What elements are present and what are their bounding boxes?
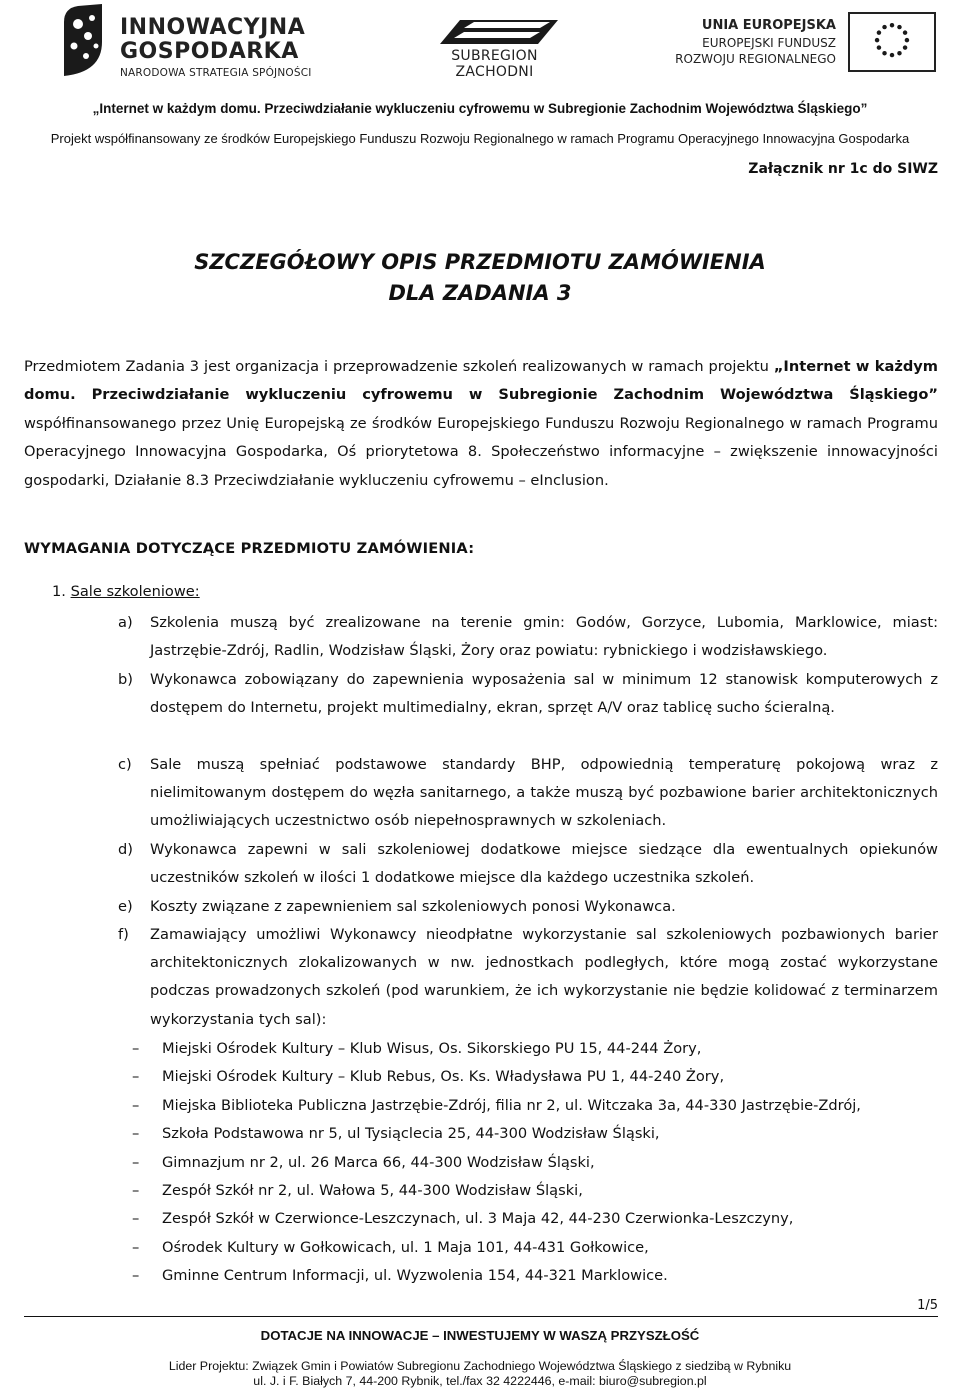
- eu-logo-text-line3: ROZWOJU REGIONALNEGO: [675, 52, 836, 66]
- requirement-item-1: [52, 583, 200, 600]
- subitem-letter: d): [118, 841, 133, 858]
- page-number: 1/5: [917, 1298, 938, 1313]
- footer-info: [0, 1359, 960, 1389]
- subitem-f: [118, 921, 938, 1034]
- subitem-text: Zamawiający umożliwi Wykonawcy nieodpłatne wykorzystanie sal szkoleniowych pozbawionych barier architektonicznych zlokalizowanych w nw. jednostkach podległych, które mogą zostać wykorzystane podczas prowadzonych szkoleń (pod warunkiem, że ich wykorzystanie nie będzie kolidować z terminarzem wykorzystania tych sal):: [150, 926, 938, 1028]
- location-item: [132, 1262, 861, 1290]
- dash-bullet-icon: –: [132, 1125, 140, 1143]
- logo-text-line2: GOSPODARKA: [120, 39, 299, 64]
- dash-bullet-icon: –: [132, 1238, 140, 1256]
- cofinancing-header: Projekt współfinansowany ze środków Europejskiego Funduszu Rozwoju Regionalnego w ramach Programu Operacyjnego Innowacyjna Gospodarka: [50, 131, 910, 146]
- footer-address: ul. J. i F. Białych 7, 44-200 Rybnik, tel./fax 32 4222446, e-mail: biuro@subregion.pl: [253, 1374, 707, 1388]
- logo-text-line3: NARODOWA STRATEGIA SPÓJNOŚCI: [120, 67, 312, 79]
- subitem-letter: a): [118, 614, 133, 631]
- subregion-logo-text: SUBREGION ZACHODNI: [451, 48, 538, 80]
- item-label: Sale szkoleniowe:: [70, 583, 200, 600]
- location-item: [132, 1205, 861, 1233]
- location-item: [132, 1092, 861, 1120]
- subitem-letter: e): [118, 898, 133, 915]
- dash-bullet-icon: –: [132, 1182, 140, 1200]
- subitem-text: Sale muszą spełniać podstawowe standardy BHP, odpowiednią temperaturę pokojową wraz z nielimitowanym dostępem do węzła sanitarnego, a także muszą być pozbawione barier architektonicznych umożliwiających uczestnictwo osób niepełnosprawnych w szkoleniach.: [150, 756, 938, 830]
- subitem-d: [118, 836, 938, 892]
- dash-bullet-icon: –: [132, 1153, 140, 1171]
- subitem-letter: f): [118, 926, 129, 943]
- location-text: Gminne Centrum Informacji, ul. Wyzwolenia 154, 44-321 Marklowice.: [162, 1267, 668, 1285]
- subitem-a: [118, 609, 938, 665]
- eu-logo: [675, 12, 936, 76]
- location-text: Gimnazjum nr 2, ul. 26 Marca 66, 44-300 Wodzisław Śląski,: [162, 1153, 595, 1171]
- subitem-text: Koszty związane z zapewnieniem sal szkoleniowych ponosi Wykonawca.: [150, 898, 676, 915]
- innowacyjna-gospodarka-logo: [58, 2, 318, 80]
- footer-slogan: DOTACJE NA INNOWACJE – INWESTUJEMY W WASZĄ PRZYSZŁOŚĆ: [260, 1328, 700, 1343]
- location-text: Miejska Biblioteka Publiczna Jastrzębie-Zdrój, filia nr 2, ul. Witczaka 3a, 44-330 Jastrzębie-Zdrój,: [162, 1096, 861, 1114]
- intro-text-start: Przedmiotem Zadania 3 jest organizacja i przeprowadzenie szkoleń realizowanych w ramach projektu: [24, 358, 774, 375]
- subitem-c: [118, 751, 938, 836]
- location-item: [132, 1035, 861, 1063]
- location-text: Miejski Ośrodek Kultury – Klub Rebus, Os. Ks. Władysława PU 1, 44-240 Żory,: [162, 1068, 725, 1086]
- eu-logo-text-line1: UNIA EUROPEJSKA: [701, 18, 836, 33]
- dash-bullet-icon: –: [132, 1096, 140, 1114]
- location-list: [132, 1035, 861, 1291]
- location-item: [132, 1149, 861, 1177]
- intro-paragraph: [24, 353, 938, 495]
- requirements-heading: WYMAGANIA DOTYCZĄCE PRZEDMIOTU ZAMÓWIENIA:: [24, 540, 475, 557]
- location-text: Ośrodek Kultury w Gołkowicach, ul. 1 Maja 101, 44-431 Gołkowice,: [162, 1238, 649, 1256]
- document-subtitle: DLA ZADANIA 3: [388, 281, 572, 305]
- project-title-header: „Internet w każdym domu. Przeciwdziałanie wykluczeniu cyfrowemu w Subregionie Zachodnim Województwa Śląskiego”: [92, 101, 868, 116]
- location-item: [132, 1234, 861, 1262]
- logo-text-line1: INNOWACYJNA: [120, 15, 306, 40]
- item-number: 1.: [52, 583, 66, 600]
- location-item: [132, 1063, 861, 1091]
- subitem-text: Wykonawca zobowiązany do zapewnienia wyposażenia sal w minimum 12 stanowisk komputerowych z dostępem do Internetu, projekt multimedialny, ekran, sprzęt A/V oraz tablicę sucho ścieralną.: [150, 671, 938, 717]
- innowacyjna-gospodarka-logo-icon: [58, 2, 106, 78]
- subregion-logo-icon: [440, 18, 558, 46]
- location-item: [132, 1120, 861, 1148]
- location-item: [132, 1177, 861, 1205]
- location-text: Zespół Szkół nr 2, ul. Wałowa 5, 44-300 Wodzisław Śląski,: [162, 1182, 583, 1200]
- location-text: Zespół Szkół w Czerwionce-Leszczynach, ul. 3 Maja 42, 44-230 Czerwionka-Leszczyny,: [162, 1210, 794, 1228]
- document-title: SZCZEGÓŁOWY OPIS PRZEDMIOTU ZAMÓWIENIA: [194, 250, 766, 274]
- dash-bullet-icon: –: [132, 1267, 140, 1285]
- eu-flag-icon: [848, 12, 936, 72]
- attachment-label: Załącznik nr 1c do SIWZ: [748, 161, 938, 177]
- intro-text-end: współfinansowanego przez Unię Europejską ze środków Europejskiego Funduszu Rozwoju Regionalnego w ramach Programu Operacyjnego Innowacyjna Gospodarka, Oś priorytetowa 8. Społeczeństwo informacyjne – zwiększenie innowacyjności gospodarki, Działanie 8.3 Przeciwdziałanie wykluczeniu cyfrowemu – eInclusion.: [24, 414, 938, 489]
- subitem-text: Szkolenia muszą być zrealizowane na terenie gmin: Godów, Gorzyce, Lubomia, Marklowice, miast: Jastrzębie-Zdrój, Radlin, Wodzisław Śląski, Żory oraz powiatu: rybnickiego i wodzisławskiego.: [150, 614, 938, 660]
- dash-bullet-icon: –: [132, 1040, 140, 1057]
- eu-logo-text-line2: EUROPEJSKI FUNDUSZ: [702, 36, 836, 50]
- intro-project-name: „Internet w każdym domu. Przeciwdziałanie wykluczeniu cyfrowemu w Subregionie Zachodnim Województwa Śląskiego”: [24, 358, 938, 404]
- footer-divider: [24, 1316, 938, 1317]
- subitem-e: [118, 893, 938, 921]
- subitem-b: [118, 666, 938, 722]
- subregion-logo: [412, 18, 577, 80]
- location-text: Szkoła Podstawowa nr 5, ul Tysiąclecia 25, 44-300 Wodzisław Śląski,: [162, 1125, 660, 1143]
- footer-leader: Lider Projektu: Związek Gmin i Powiatów Subregionu Zachodniego Województwa Śląskiego z siedzibą w Rybniku: [168, 1359, 792, 1373]
- subitem-letter: c): [118, 756, 132, 773]
- dash-bullet-icon: –: [132, 1210, 140, 1228]
- location-text: Miejski Ośrodek Kultury – Klub Wisus, Os. Sikorskiego PU 15, 44-244 Żory,: [162, 1040, 702, 1057]
- subitem-text: Wykonawca zapewni w sali szkoleniowej dodatkowe miejsce siedzące dla ewentualnych opiekunów uczestników szkoleń w ilości 1 dodatkowe miejsce dla każdego uczestnika szkoleń.: [150, 841, 938, 887]
- subitem-letter: b): [118, 671, 133, 688]
- dash-bullet-icon: –: [132, 1068, 140, 1086]
